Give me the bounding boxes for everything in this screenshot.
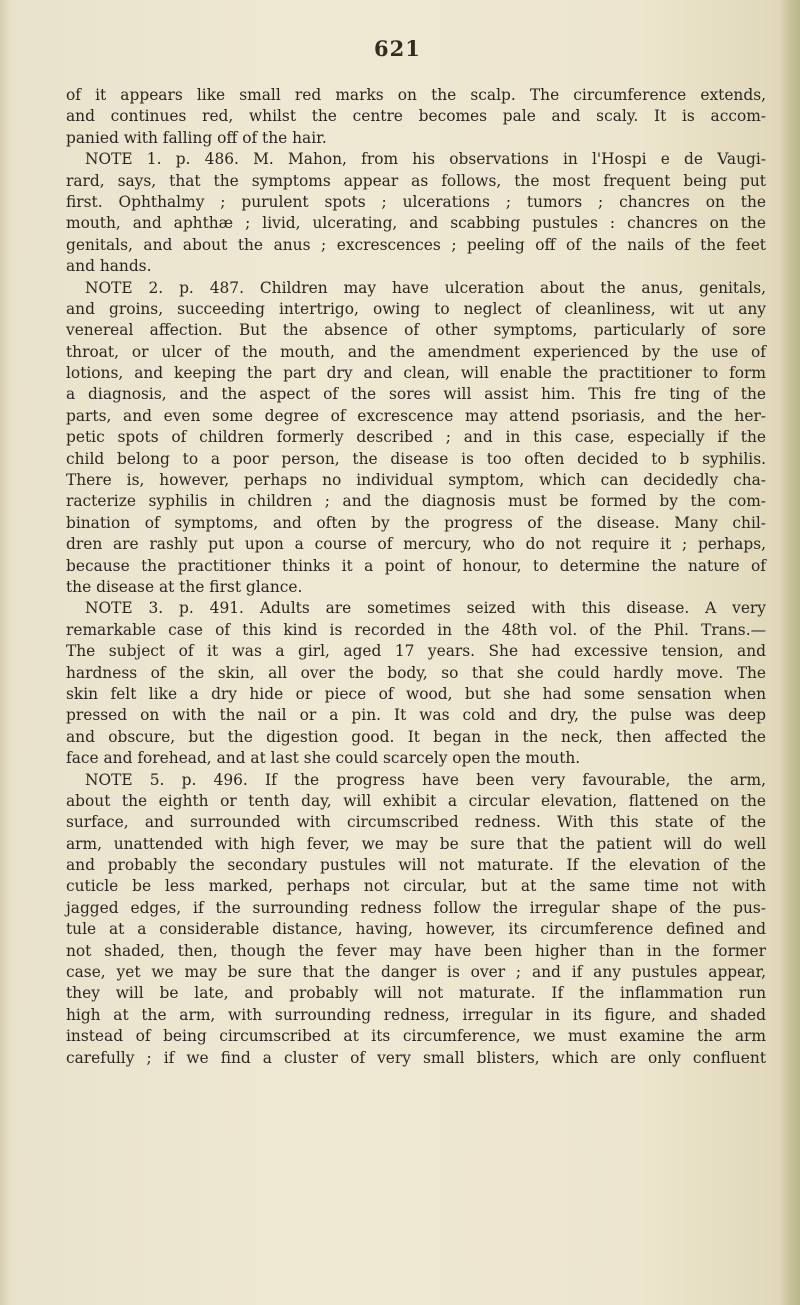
text-line: venereal affection. But the absence of other symptoms, particularly of sore — [66, 321, 766, 340]
text-line: throat, or ulcer of the mouth, and the amendment experienced by the use of — [66, 342, 766, 361]
text-line: rard, says, that the symptoms appear as follows, the most frequent being put — [66, 171, 766, 190]
text-line: because the practitioner thinks it a point of honour, to determine the nature of — [66, 556, 766, 575]
text-line: arm, unattended with high fever, we may be sure that the patient will do well — [66, 834, 766, 853]
text-line: and groins, succeeding intertrigo, owing to neglect of cleanliness, wit ut any — [66, 299, 766, 318]
text-line: bination of symptoms, and often by the progress of the disease. Many chil- — [66, 513, 766, 532]
page-gutter-shadow — [0, 0, 12, 1305]
text-line: tule at a considerable distance, having, however, its circumference defined and — [66, 920, 766, 939]
text-line: face and forehead, and at last she could scarcely open the mouth. — [66, 749, 581, 768]
text-line: case, yet we may be sure that the danger is over ; and if any pustules appear, — [66, 963, 766, 982]
text-line: NOTE 5. p. 496. If the progress have been very favourable, the arm, — [85, 770, 766, 789]
text-line: a diagnosis, and the aspect of the sores will assist him. This fre ting of the — [66, 385, 766, 404]
text-line: of it appears like small red marks on the scalp. The circumference extends, — [66, 86, 766, 104]
text-line: and continues red, whilst the centre becomes pale and scaly. It is accom- — [66, 107, 766, 126]
text-line: lotions, and keeping the part dry and clean, will enable the practitioner to form — [66, 364, 766, 383]
page-number: 621 — [374, 36, 421, 61]
text-line: parts, and even some degree of excrescence may attend psoriasis, and the her- — [66, 406, 766, 425]
text-line: child belong to a poor person, the disease is too often decided to b syphilis. — [66, 449, 766, 468]
text-line: NOTE 3. p. 491. Adults are sometimes seized with this disease. A very — [85, 599, 766, 618]
text-line: genitals, and about the anus ; excrescences ; peeling off of the nails of the feet — [66, 235, 766, 254]
text-line: and obscure, but the digestion good. It began in the neck, then affected the — [66, 727, 766, 746]
text-line: the disease at the first glance. — [66, 577, 303, 596]
text-line: NOTE 2. p. 487. Children may have ulceration about the anus, genitals, — [85, 278, 766, 297]
text-line: racterize syphilis in children ; and the diagnosis must be formed by the com- — [66, 492, 766, 511]
text-line: remarkable case of this kind is recorded in the 48th vol. of the Phil. Trans.— — [66, 620, 766, 639]
text-line: dren are rashly put upon a course of mercury, who do not require it ; perhaps, — [66, 535, 766, 554]
text-line: first. Ophthalmy ; purulent spots ; ulcerations ; tumors ; chancres on the — [66, 192, 766, 211]
text-line: petic spots of children formerly described ; and in this case, especially if the — [66, 428, 766, 447]
text-line: pressed on with the nail or a pin. It was cold and dry, the pulse was deep — [66, 706, 766, 725]
text-line: instead of being circumscribed at its circumference, we must examine the arm — [66, 1027, 766, 1046]
text-line: panied with falling off of the hair. — [66, 128, 327, 147]
body-text — [66, 85, 766, 1069]
text-line: The subject of it was a girl, aged 17 years. She had excessive tension, and — [66, 642, 766, 661]
text-line: NOTE 1. p. 486. M. Mahon, from his observations in l'Hospi e de Vaugi- — [85, 150, 766, 169]
text-line: and probably the secondary pustules will not maturate. If the elevation of the — [66, 856, 766, 875]
text-line: There is, however, perhaps no individual symptom, which can decidedly cha- — [66, 471, 766, 490]
text-line: and hands. — [66, 257, 152, 276]
text-line: carefully ; if we find a cluster of very small blisters, which are only confluent — [66, 1048, 766, 1067]
text-line: not shaded, then, though the fever may have been higher than in the former — [66, 941, 766, 960]
text-line: hardness of the skin, all over the body, so that she could hardly move. The — [66, 663, 766, 682]
text-line: they will be late, and probably will not maturate. If the inflammation run — [66, 984, 766, 1003]
text-line: skin felt like a dry hide or piece of wood, but she had some sensation when — [66, 684, 766, 703]
text-line: mouth, and aphthæ ; livid, ulcerating, and scabbing pustules : chancres on the — [66, 214, 766, 233]
text-line: jagged edges, if the surrounding redness follow the irregular shape of the pus- — [66, 898, 766, 917]
text-line: high at the arm, with surrounding redness, irregular in its figure, and shaded — [66, 1005, 766, 1024]
text-line: cuticle be less marked, perhaps not circular, but at the same time not with — [66, 877, 766, 896]
text-line: surface, and surrounded with circumscribed redness. With this state of the — [66, 813, 766, 832]
page-edge-shadow — [778, 0, 800, 1305]
text-line: about the eighth or tenth day, will exhibit a circular elevation, flattened on the — [66, 791, 766, 810]
